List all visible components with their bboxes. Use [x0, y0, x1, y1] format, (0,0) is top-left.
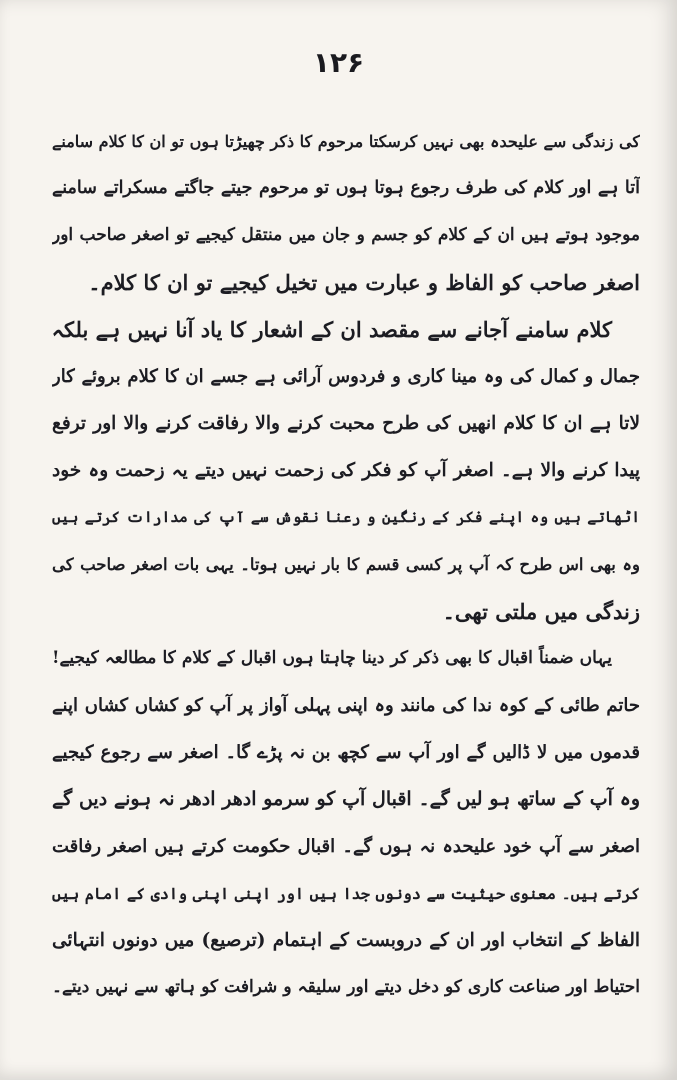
- text-line: اصغر سے آپ خود علیحدہ نہ ہوں گے۔ اقبال حکومت کرتے ہیں اصغر رفاقت: [52, 836, 640, 857]
- text-line: حاتم طائی کے کوہ ندا کی مانند وہ اپنی پہلی آواز پر آپ کو کشاں کشاں اپنے: [52, 695, 640, 716]
- text-line: یہاں ضمناً اقبال کا بھی ذکر کر دینا چاہتا ہوں اقبال کے کلام کا مطالعہ کیجیے!: [52, 648, 612, 668]
- text-line: لاتا ہے ان کا کلام انھیں کی طرح محبت کرنے والا رفاقت کرنے والا اور ترفع: [52, 413, 640, 434]
- page-number: ۱۲۶: [312, 46, 365, 79]
- text-line: کرتے ہیں۔ معنوی حیثیت سے دونوں جدا ہیں اور اپنی اپنی وادی کے امام ہیں: [52, 884, 640, 903]
- text-line: پیدا کرنے والا ہے۔ اصغر آپ کو فکر کی زحمت نہیں دیتے یہ زحمت وہ خود: [52, 460, 640, 481]
- text-line: وہ آپ کے ساتھ ہو لیں گے۔ اقبال آپ کو سرمو ادھر ادھر نہ ہونے دیں گے: [52, 788, 640, 810]
- text-line: جمال و کمال کی وہ مینا کاری و فردوس آرائی ہے جسے ان کا کلام بروئے کار: [52, 366, 640, 387]
- text-line: موجود ہوتے ہیں ان کے کلام کو جسم و جان میں منتقل کیجیے تو اصغر صاحب اور: [52, 225, 640, 245]
- text-line: قدموں میں لا ڈالیں گے اور آپ سے کچھ بن نہ پڑے گا۔ اصغر سے رجوع کیجیے: [52, 742, 640, 763]
- text-line: احتیاط اور صناعت کاری کو دخل دیتے اور سلیقہ و شرافت کو ہاتھ سے نہیں دیتے۔: [52, 977, 640, 997]
- urdu-text-body: [52, 118, 640, 1011]
- text-line: اٹھاتے ہیں وہ اپنے فکر کے رنگین و رعنا نقوش سے آپ کی مدارات کرتے ہیں: [52, 508, 640, 526]
- text-line: کی زندگی سے علیحدہ بھی نہیں کرسکتا مرحوم کا ذکر چھیڑتا ہوں تو ان کا کلام سامنے: [52, 132, 640, 151]
- text-line: کلام سامنے آجانے سے مقصد ان کے اشعار کا یاد آنا نہیں ہے بلکہ: [52, 317, 612, 342]
- text-line: وہ بھی اس طرح کہ آپ پر کسی قسم کا بار نہیں ہوتا۔ یہی بات اصغر صاحب کی: [52, 555, 640, 574]
- text-line: زندگی میں ملتی تھی۔: [442, 599, 640, 624]
- text-line: اصغر صاحب کو الفاظ و عبارت میں تخیل کیجیے تو ان کا کلام۔: [88, 270, 640, 295]
- text-line: الفاظ کے انتخاب اور ان کے دروبست کے اہتمام (ترصیع) میں دونوں انتہائی: [52, 930, 640, 951]
- text-line: آتا ہے اور کلام کی طرف رجوع ہوتا ہوں تو مرحوم جیتے جاگتے مسکراتے سامنے: [52, 178, 640, 198]
